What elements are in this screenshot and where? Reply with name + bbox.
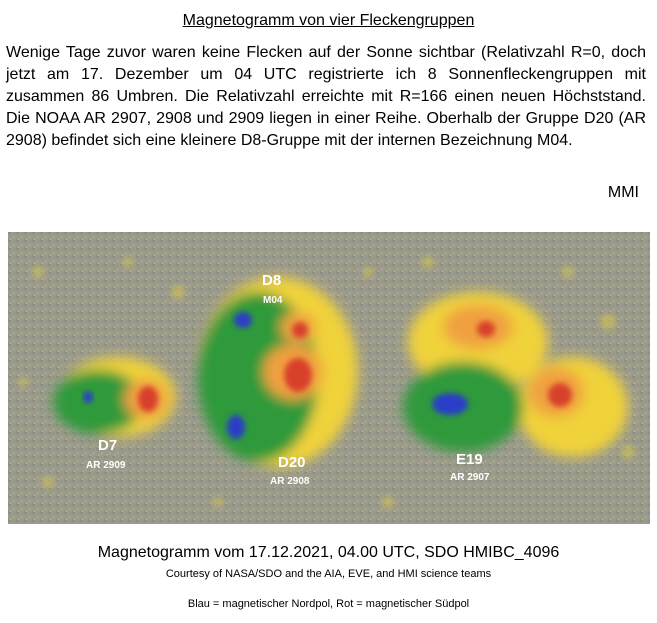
label-e19: E19: [456, 451, 483, 468]
d20-north-pole: [227, 415, 245, 439]
e19-south-pole: [548, 383, 572, 407]
description-paragraph: Wenige Tage zuvor waren keine Flecken auf der Sonne sichtbar (Relativzahl R=0, doch jetzt am 17. Dezember um 04 UTC registrierte ich 8 Sonnenfleckengruppen mit zusammen 86 Umbren. Die Relativzahl erreichte mit R=166 einen neuen Höchststand. Die NOAA AR 2907, 2908 und 2909 liegen in einer Reihe. Oberhalb der Gruppe D20 (AR 2908) befindet sich eine kleinere D8-Gruppe mit der internen Bezeichnung M04.: [6, 44, 646, 149]
d7-south-pole: [138, 386, 158, 412]
label-d8-sub: M04: [263, 295, 283, 306]
image-caption: Magnetogramm vom 17.12.2021, 04.00 UTC, SDO HMIBC_4096: [97, 544, 560, 561]
image-credit: Courtesy of NASA/SDO and the AIA, EVE, and HMI science teams: [165, 568, 492, 580]
label-e19-sub: AR 2907: [450, 472, 490, 483]
label-d8: D8: [262, 272, 282, 289]
d8-north-pole: [234, 312, 252, 328]
d20-south-pole: [284, 358, 312, 392]
d7-north-pole: [83, 391, 93, 403]
label-d7: D7: [98, 437, 118, 454]
label-d7-sub: AR 2909: [86, 460, 126, 471]
d8-south-pole: [292, 322, 308, 338]
magnetogram-svg: [8, 232, 650, 524]
label-d20: D20: [278, 454, 306, 471]
color-legend: Blau = magnetischer Nordpol, Rot = magnetischer Südpol: [187, 598, 470, 610]
e19-north-pole: [432, 393, 468, 415]
author-signature: MMI: [607, 184, 639, 201]
page-title: Magnetogramm von vier Fleckengruppen: [182, 12, 475, 29]
label-d20-sub: AR 2908: [270, 476, 310, 487]
e19-south-pole-2: [477, 321, 495, 337]
magnetogram-image: [8, 232, 650, 524]
